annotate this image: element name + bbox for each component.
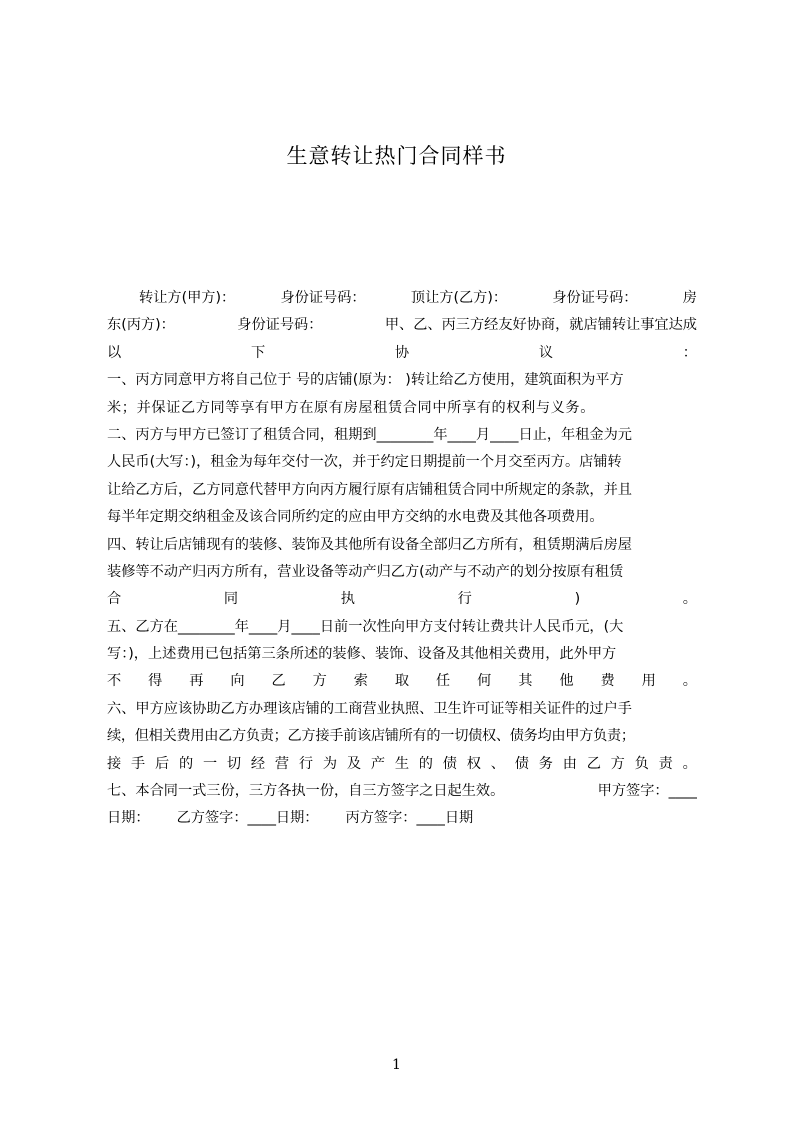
clause-2-line-2: 人民币(大写：)，租金为每年交付一次，并于约定日期提前一个月交至丙方。店铺转 [107,454,622,471]
clause-4-line-1: 四、转让后店铺现有的装修、装饰及其他所有设备全部归乙方所有，租赁期满后房屋 [107,536,632,553]
char: 的 [178,755,194,772]
party-a-signature-field: 甲方签字：____ [597,783,697,800]
clause-1-line-2: 米；并保证乙方同等享有甲方在原有房屋租赁合同中所享有的权利与义务。 [107,399,595,416]
clause-7-line-1 [107,778,697,805]
char: 方 [312,673,327,690]
contract-body [107,285,697,833]
char: 行 [298,755,314,772]
char: 责 [658,755,673,772]
char: 合 [107,591,122,608]
char: 生 [394,755,410,772]
char: 后 [154,755,170,772]
char: 方 [610,755,625,772]
char: 经 [250,755,266,772]
char: 执 [340,591,355,608]
clause-4-line-3 [107,586,697,613]
clause-1-line-1: 一、丙方同意甲方将自己位于 号的店铺(原为： )转让给乙方使用，建筑面积为平方 [107,372,624,389]
char: 再 [189,673,204,690]
char: 。 [682,591,697,608]
char: 。 [682,755,697,772]
char: 为 [322,755,338,772]
char: 议 [538,344,554,361]
char: 下 [250,344,266,361]
preamble-line-1 [107,285,697,312]
clause-7-text: 七、本合同一式三份，三方各执一份，自三方签字之日起生效。 [107,783,505,800]
char: 乙 [586,755,601,772]
id-number-label: 身份证号码： [552,290,638,306]
clause-2-line-4: 每半年定期交纳租金及该合同所约定的应由甲方交纳的水电费及其他各项费用。 [107,509,604,526]
char: 乙 [271,673,286,690]
clause-2-line-1: 二、丙方与甲方已签订了租赁合同，租期到________年____月____日止，年租金为元 [107,426,632,443]
char: 债 [514,755,529,772]
document-title: 生意转让热门合同样书 [286,144,507,168]
char: 取 [394,673,410,690]
clause-6-line-1: 六、甲方应该协助乙方办理该店铺的工商营业执照、卫生许可证等相关证件的过户手 [107,700,632,717]
char: 不 [107,673,122,690]
clause-7-line-2: 日期： 乙方签字：____日期： 丙方签字：____日期 [107,810,474,827]
char: 债 [442,755,457,772]
preamble-line-2 [107,312,697,339]
char: ： [682,344,697,361]
char: 接 [107,755,122,772]
char: ) [574,591,581,608]
party-c-label: 东(丙方)： [107,317,175,334]
clause-5-line-1: 五、乙方在________年____月____日前一次性向甲方支付转让费共计人民币元，(大 [107,618,624,635]
char: 手 [130,755,146,772]
clause-5-line-2: 写：)，上述费用已包括第三条所述的装修、装饰、设备及其他相关费用，此外甲方 [107,646,617,663]
char: 务 [538,755,553,772]
clause-6-line-2: 续，但相关费用由乙方负责；乙方接手前该店铺所有的一切债权、债务均由甲方负责； [107,728,635,745]
char: 得 [148,673,163,690]
char: 以 [107,344,122,361]
char: 同 [223,591,239,608]
char: 切 [226,755,242,772]
page-number: 1 [392,1057,401,1073]
party-a-label: 转让方(甲方)： [139,290,236,306]
text-fragment: 房 [682,290,697,306]
char: 。 [682,673,697,690]
preamble-line-3 [107,340,697,367]
char: 权 [466,755,481,772]
char: 负 [634,755,649,772]
id-number-label: 身份证号码： [237,317,323,334]
party-b-label: 顶让方(乙方)： [410,290,508,306]
id-number-label: 身份证号码： [280,290,366,306]
char: 任 [436,673,451,690]
char: 何 [477,673,492,690]
clause-5-line-3 [107,668,697,695]
clause-4-line-2: 装修等不动产归丙方所有，营业设备等动产归乙方(动产与不动产的划分按原有租赁 [107,563,624,580]
char: 由 [562,755,577,772]
char: 产 [370,755,386,772]
char: 的 [418,755,433,772]
char: 费 [600,673,615,690]
preamble-text: 甲、乙、丙三方经友好协商，就店铺转让事宜达成 [384,317,697,334]
char: 协 [394,344,410,361]
char: 一 [202,755,218,772]
char: 他 [559,673,574,690]
char: 用 [641,673,656,690]
char: 行 [457,591,472,608]
clause-2-line-3: 让给乙方后，乙方同意代替甲方向丙方履行原有店铺租赁合同中所规定的条款，并且 [107,481,632,498]
char: 、 [490,755,505,772]
char: 向 [230,673,245,690]
char: 索 [353,673,368,690]
char: 营 [274,755,290,772]
char: 其 [518,673,533,690]
clause-6-line-3 [107,751,697,778]
char: 及 [346,755,362,772]
